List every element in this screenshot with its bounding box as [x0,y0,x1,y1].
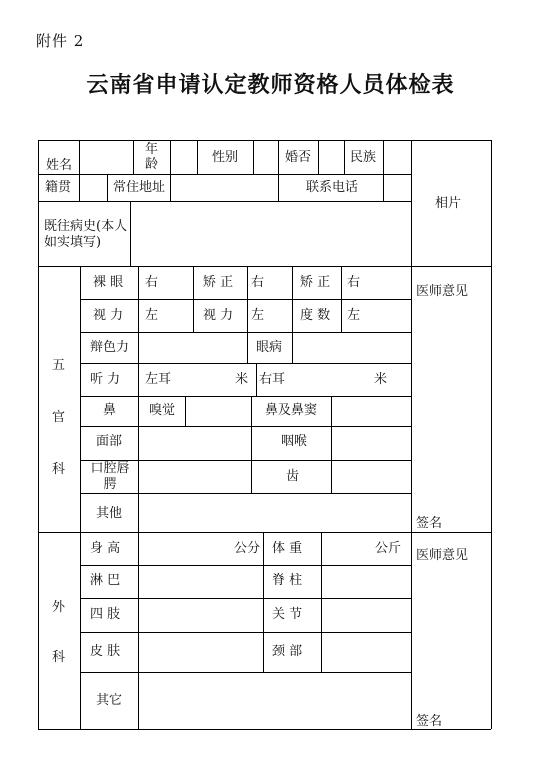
left-ear-unit: 米 [235,372,249,387]
lymph-label: 淋 巴 [90,573,121,588]
left-ear-label: 左耳 [145,372,172,387]
naked-left-label: 左 [145,308,159,323]
attachment-label: 附件 2 [36,32,85,50]
ethnicity-label: 民族 [350,150,377,165]
height-label: 身 高 [90,541,121,556]
photo-label: 相片 [435,196,462,211]
other-label: 其他 [96,506,123,521]
right-ear-unit: 米 [374,372,388,387]
native-place-label: 籍贯 [45,180,72,195]
section-ent-char-1: 五 [52,358,66,373]
section-surgery-char-2: 科 [52,650,66,665]
section-ent-char-3: 科 [52,462,66,477]
section-ent-char-2: 官 [52,410,66,425]
corrected-vision-label: 视 力 [203,308,234,323]
section-surgery-char-1: 外 [52,600,66,615]
weight-unit: 公斤 [375,541,402,556]
diopter-left-label: 左 [347,308,361,323]
color-vision-label: 辩色力 [90,340,130,355]
hearing-label: 听 力 [90,372,121,387]
right-ear-label: 右耳 [259,372,286,387]
corrected-2-label: 矫 正 [300,275,331,290]
eye-disease-label: 眼病 [256,340,283,355]
spine-label: 脊 柱 [272,573,303,588]
face-label: 面部 [96,434,123,449]
medical-history-label: 既往病史(本人如实填写) [44,219,128,250]
smell-label: 嗅觉 [149,403,176,418]
weight-label: 体 重 [272,541,303,556]
mouth-label: 口腔唇腭 [90,461,130,492]
height-unit: 公分 [234,541,261,556]
ent-doctor-opinion-label: 医师意见 [416,284,469,299]
corrected-left-label: 左 [251,308,265,323]
corrected-label: 矫 正 [203,275,234,290]
vision-label: 视 力 [93,308,124,323]
joints-label: 关 节 [272,607,303,622]
sex-label: 性别 [212,150,239,165]
address-label: 常住地址 [113,180,166,195]
name-label: 姓名 [46,158,73,173]
surgery-signature-label: 签名 [416,714,443,729]
diopter-right-label: 右 [347,275,361,290]
corrected-right-label: 右 [251,275,265,290]
teeth-label: 齿 [286,469,300,484]
neck-label: 颈 部 [272,644,303,659]
marital-status-label: 婚否 [285,150,312,165]
skin-label: 皮 肤 [90,644,121,659]
limbs-label: 四 肢 [90,607,121,622]
naked-right-label: 右 [145,275,159,290]
surgery-doctor-opinion-label: 医师意见 [416,548,469,563]
naked-eye-label: 裸 眼 [93,275,124,290]
ent-signature-label: 签名 [416,516,443,531]
nose-label: 鼻 [103,403,117,418]
nose-sinus-label: 鼻及鼻窦 [265,403,318,418]
form-title: 云南省申请认定教师资格人员体检表 [86,73,455,98]
surgery-other-label: 其它 [96,693,123,708]
throat-label: 咽喉 [281,434,308,449]
age-label: 年 龄 [145,142,159,172]
diopter-label: 度 数 [300,308,331,323]
phone-label: 联系电话 [306,180,359,195]
